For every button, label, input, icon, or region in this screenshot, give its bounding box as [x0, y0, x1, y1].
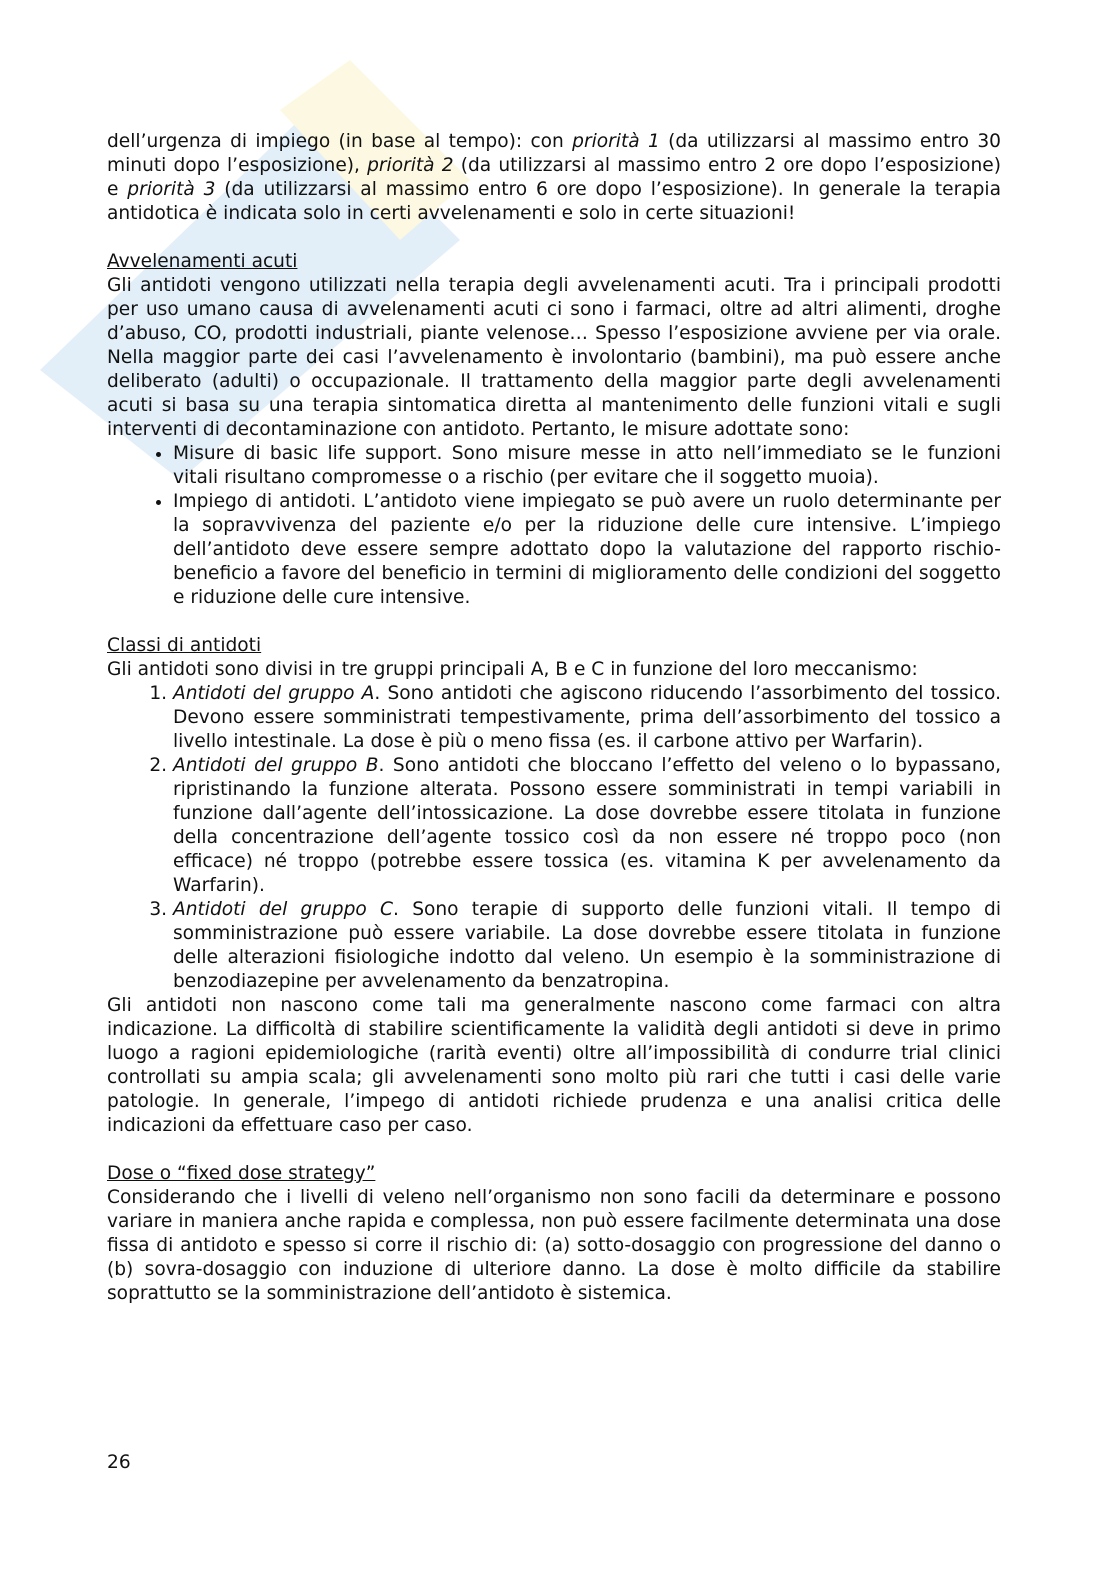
intro-paragraph: dell’urgenza di impiego (in base al tempo): con priorità 1 (da utilizzarsi al massimo entro 30 minuti dopo l’esposizione), priorità 2 (da utilizzarsi al massimo entro 2 ore dopo l’esposizione) e priorità 3 (da utilizzarsi al massimo entro 6 ore dopo l’esposizione). In generale la terapia antidotica è indicata solo in certi avvelenamenti e solo in certe situazioni!: [107, 131, 1001, 224]
section-heading: Avvelenamenti acuti: [107, 251, 298, 272]
section-heading: Dose o “fixed dose strategy”: [107, 1163, 376, 1184]
paragraph: Gli antidoti non nascono come tali ma generalmente nascono come farmaci con altra indicazione. La difficoltà di stabilire scientificamente la validità degli antidoti si deve in primo luogo a ragioni epidemiologiche (rarità eventi) oltre all’impossibilità di condurre trial clinici controllati su ampia scala; gli avvelenamenti sono molto più rari che tutti i casi delle varie patologie. In generale, l’impego di antidoti richiede prudenza e una analisi critica delle indicazioni da effettuare caso per caso.: [107, 995, 1001, 1136]
paragraph: Gli antidoti sono divisi in tre gruppi principali A, B e C in funzione del loro meccanismo:: [107, 659, 918, 680]
paragraph: Gli antidoti vengono utilizzati nella terapia degli avvelenamenti acuti. Tra i principali prodotti per uso umano causa di avvelenamenti acuti ci sono i farmaci, oltre ad altri alimenti, droghe d’abuso, CO, prodotti industriali, piante velenose… Spesso l’esposizione avviene per via orale. Nella maggior parte dei casi l’avvelenamento è involontario (bambini), ma può essere anche deliberato (adulti) o occupazionale. Il trattamento della maggior parte degli avvelenamenti acuti si basa su una terapia sintomatica diretta al mantenimento delle funzioni vitali e sugli interventi di decontaminazione con antidoto. Pertanto, le misure adottate sono:: [107, 275, 1001, 440]
document-body: [107, 130, 1001, 1306]
list-item: • Misure di basic life support. Sono misure messe in atto nell’immediato se le funzioni vitali risultano compromesse o a rischio (per evitare che il soggetto muoia).: [173, 442, 1001, 490]
bullet-list: [107, 442, 1001, 610]
numbered-list: [107, 682, 1001, 994]
section-heading: Classi di antidoti: [107, 635, 262, 656]
list-item: 1. Antidoti del gruppo A. Sono antidoti che agiscono riducendo l’assorbimento del tossico. Devono essere somministrati tempestivamente, prima dell’assorbimento del tossico a livello intestinale. La dose è più o meno fissa (es. il carbone attivo per Warfarin).: [173, 682, 1001, 754]
page-number: 26: [107, 1452, 131, 1473]
list-item: • Impiego di antidoti. L’antidoto viene impiegato se può avere un ruolo determinante per la sopravvivenza del paziente e/o per la riduzione delle cure intensive. L’impiego dell’antidoto deve essere sempre adottato dopo la valutazione del rapporto rischio-beneficio a favore del beneficio in termini di miglioramento delle condizioni del soggetto e riduzione delle cure intensive.: [173, 490, 1001, 610]
list-item: 3. Antidoti del gruppo C. Sono terapie di supporto delle funzioni vitali. Il tempo di somministrazione può essere variabile. La dose dovrebbe essere titolata in funzione delle alterazioni fisiologiche indotto dal veleno. Un esempio è la somministrazione di benzodiazepine per avvelenamento da benzatropina.: [173, 898, 1001, 994]
list-item: 2. Antidoti del gruppo B. Sono antidoti che bloccano l’effetto del veleno o lo bypassano, ripristinando la funzione alterata. Possono essere somministrati in tempi variabili in funzione dall’agente dell’intossicazione. La dose dovrebbe essere titolata in funzione della concentrazione dell’agente tossico così da non essere né troppo poco (non efficace) né troppo (potrebbe essere tossica (es. vitamina K per avvelenamento da Warfarin).: [173, 754, 1001, 898]
paragraph: Considerando che i livelli di veleno nell’organismo non sono facili da determinare e possono variare in maniera anche rapida e complessa, non può essere facilmente determinata una dose fissa di antidoto e spesso si corre il rischio di: (a) sotto-dosaggio con progressione del danno o (b) sovra-dosaggio con induzione di ulteriore danno. La dose è molto difficile da stabilire soprattutto se la somministrazione dell’antidoto è sistemica.: [107, 1187, 1001, 1304]
